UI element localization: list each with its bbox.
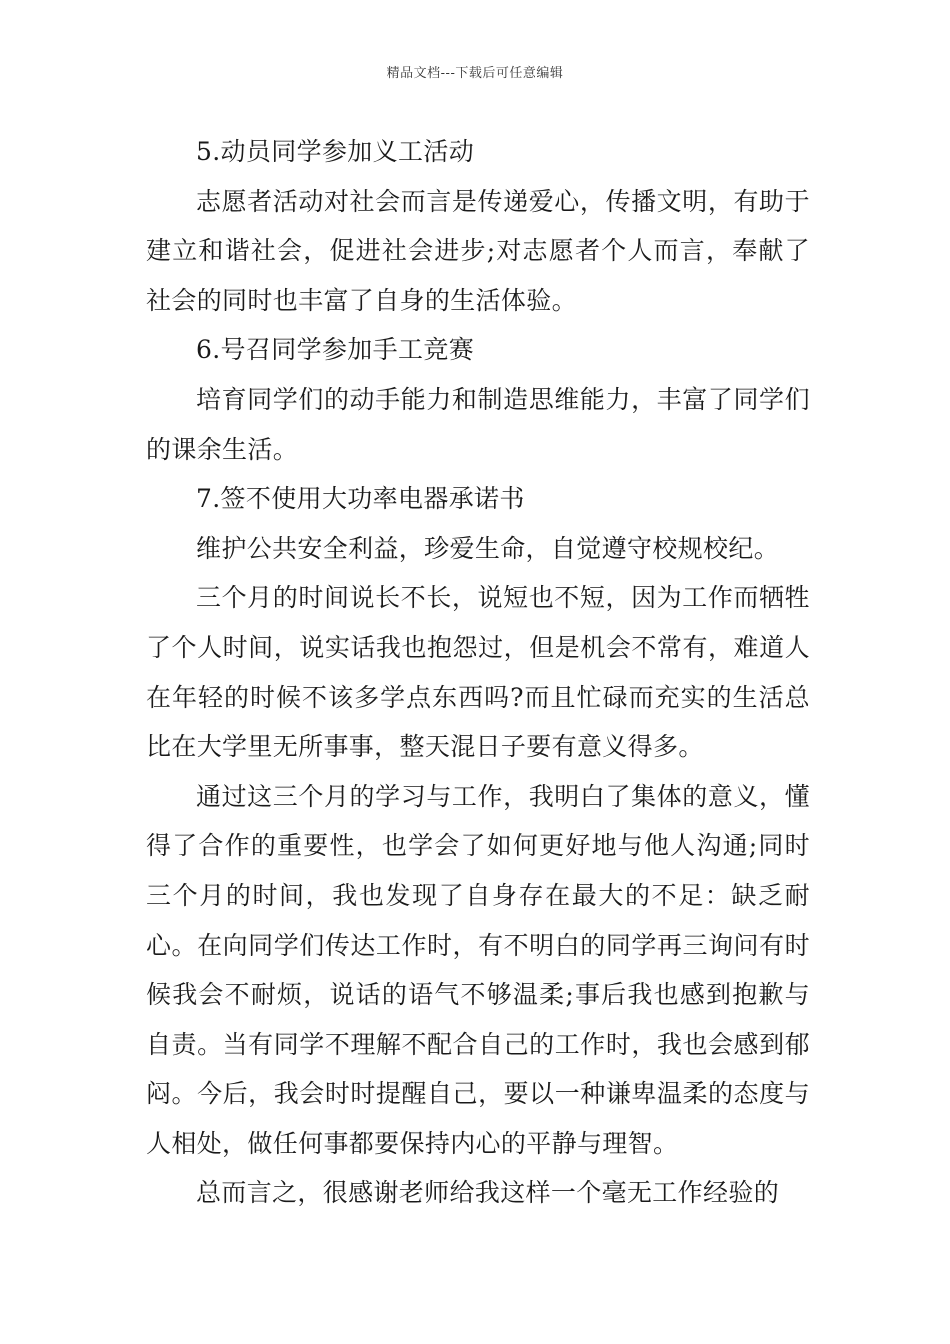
page-header: 精品文档---下载后可任意编辑 (386, 66, 564, 81)
paragraph-handcraft: 培育同学们的动手能力和制造思维能力，丰富了同学们的课余生活。 (146, 384, 810, 464)
heading-item-6: 6.号召同学参加手工竞赛 (196, 335, 475, 365)
paragraph-three-months: 三个月的时间说长不长，说短也不短，因为工作而牺牲了个人时间，说实话我也抱怨过，但是机会不常有，难道人在年轻的时候不该多学点东西吗?而且忙碌而充实的生活总比在大学里无所事事，整天混日子要有意义得多。 (146, 583, 810, 762)
heading-item-7: 7.签不使用大功率电器承诺书 (196, 484, 525, 514)
paragraph-safety: 维护公共安全利益，珍爱生命，自觉遵守校规校纪。 (196, 533, 780, 563)
paragraph-reflection: 通过这三个月的学习与工作，我明白了集体的意义，懂得了合作的重要性，也学会了如何更好地与他人沟通;同时三个月的时间，我也发现了自身存在最大的不足：缺乏耐心。在向同学们传达工作时，有不明白的同学再三询问有时候我会不耐烦，说话的语气不够温柔;事后我也感到抱歉与自责。当有同学不理解不配合自己的工作时，我也会感到郁闷。今后，我会时时提醒自己，要以一种谦卑温柔的态度与人相处，做任何事都要保持内心的平静与理智。 (146, 781, 810, 1158)
paragraph-conclusion: 总而言之，很感谢老师给我这样一个毫无工作经验的 (196, 1178, 780, 1208)
document-body (146, 127, 810, 1218)
paragraph-volunteer: 志愿者活动对社会而言是传递爱心，传播文明，有助于建立和谐社会，促进社会进步;对志愿者个人而言，奉献了社会的同时也丰富了自身的生活体验。 (146, 186, 810, 315)
heading-item-5: 5.动员同学参加义工活动 (196, 137, 475, 166)
